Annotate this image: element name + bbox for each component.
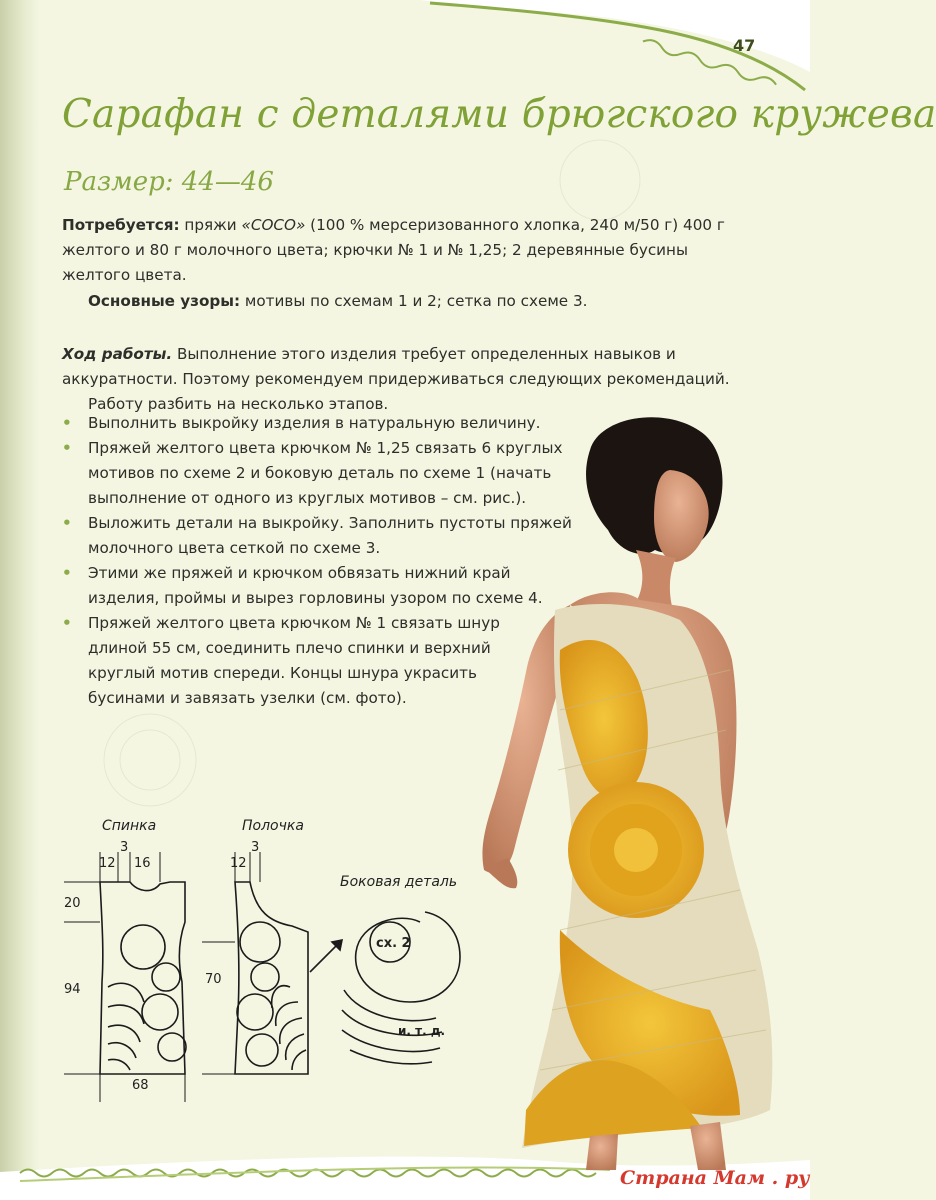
bullet-icon: • (62, 514, 72, 532)
arrow-icon (310, 940, 342, 972)
patterns-text: мотивы по схемам 1 и 2; сетка по схеме 3. (240, 292, 588, 310)
model-photo (440, 410, 810, 1170)
bullet-icon: • (62, 439, 72, 457)
dim-back-neck-width: 16 (134, 856, 151, 871)
dim-back-shoulder: 12 (99, 856, 116, 871)
dim-front-neck-depth: 3 (251, 840, 260, 855)
step-text: Выполнить выкройку изделия в натуральную величину. (88, 414, 541, 432)
dim-back-neck-depth: 3 (120, 840, 129, 855)
size-label: Размер: 44—46 (64, 167, 274, 197)
etc-label: и. т. д. (398, 1024, 446, 1038)
side-piece-label: Боковая деталь (340, 874, 458, 890)
bullet-icon: • (62, 614, 72, 632)
workflow-label: Ход работы. (62, 345, 173, 363)
dim-front-shoulder: 12 (230, 856, 247, 871)
workflow-stages: Работу разбить на несколько этапов. (88, 395, 389, 413)
scheme-ref-label: сх. 2 (376, 936, 411, 951)
back-piece-outline (100, 882, 185, 1074)
dim-back-width: 68 (132, 1078, 149, 1093)
step-text: Этими же пряжей и крючком обвязать нижний край изделия, проймы и вырез горловины узором по схеме 4. (88, 564, 543, 607)
bullet-icon: • (62, 414, 72, 432)
step-text: Пряжей желтого цвета крючком № 1,25 связать 6 круглых мотивов по схеме 2 и боковую деталь по схеме 1 (начать выполнение от одного из круглых мотивов – см. рис.). (88, 439, 563, 507)
materials-text-before-brand: пряжи (179, 216, 242, 234)
patterns-paragraph (88, 289, 778, 314)
dim-back-armhole: 20 (64, 896, 81, 911)
bullet-icon: • (62, 564, 72, 582)
site-watermark: Страна Мам . ру (620, 1167, 810, 1189)
step-text: Выложить детали на выкройку. Заполнить пустоты пряжей молочного цвета сеткой по схеме 3. (88, 514, 572, 557)
pattern-schematic (60, 812, 480, 1112)
page-number: 47 (733, 36, 756, 55)
back-label: Спинка (102, 818, 157, 834)
dim-back-length: 94 (64, 982, 81, 997)
step-text: Пряжей желтого цвета крючком № 1 связать шнур длиной 55 см, соединить плечо спинки и верхний круглый мотив спереди. Концы шнура украсить бусинами и завязать узелки (см. фото). (88, 614, 500, 707)
workflow-paragraph (62, 342, 752, 417)
workflow-text: Выполнение этого изделия требует определенных навыков и аккуратности. Поэтому рекомендуем придерживаться следующих рекомендаций. (62, 345, 730, 388)
dim-front-length: 70 (205, 972, 222, 987)
front-label: Полочка (242, 818, 304, 834)
spiral-motif-icon (356, 912, 460, 1002)
materials-label: Потребуется: (62, 216, 180, 234)
page-title: Сарафан с деталями брюгского кружева (62, 92, 936, 137)
yarn-brand: «СОСО» (241, 216, 306, 234)
materials-paragraph (62, 213, 752, 288)
materials-text: (100 % мерсеризованного хлопка, 240 м/50 г) 400 г желтого и 80 г молочного цвета; крючки № 1 и № 1,25; 2 деревянные бусины желтого цвета. (62, 216, 725, 284)
patterns-label: Основные узоры: (88, 292, 241, 310)
